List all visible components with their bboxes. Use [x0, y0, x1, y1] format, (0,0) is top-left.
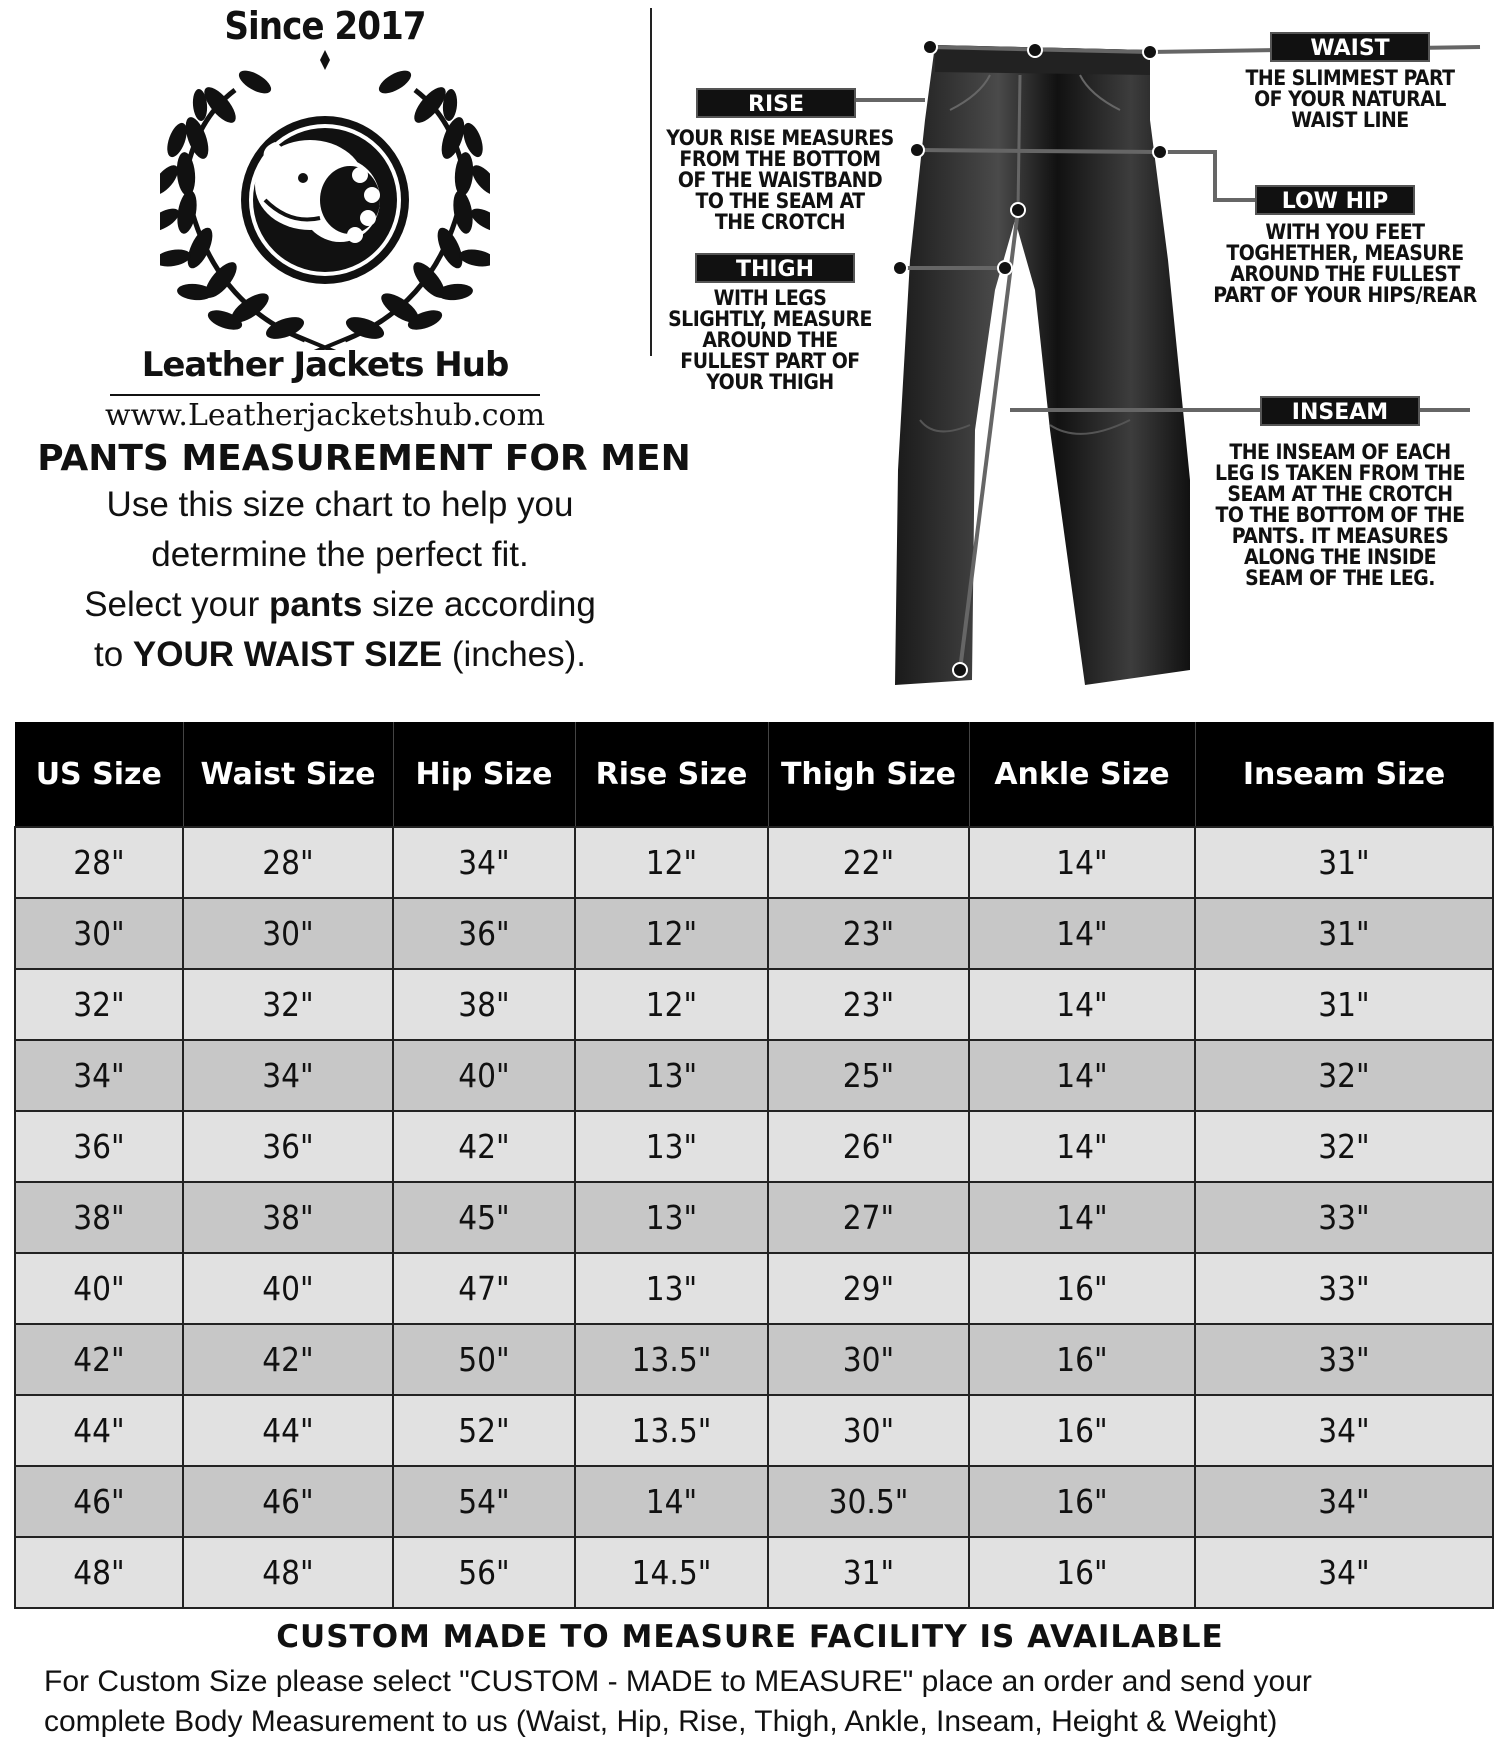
table-cell: 47"	[393, 1253, 575, 1324]
table-cell: 32"	[15, 969, 183, 1040]
intro-text	[20, 480, 660, 680]
table-cell: 26"	[768, 1111, 969, 1182]
table-cell: 36"	[15, 1111, 183, 1182]
table-row	[15, 969, 1493, 1040]
table-row	[15, 1466, 1493, 1537]
table-cell: 48"	[15, 1537, 183, 1608]
header-us-size: US Size	[15, 722, 183, 827]
table-cell: 44"	[183, 1395, 393, 1466]
table-cell: 13.5"	[575, 1324, 768, 1395]
table-cell: 31"	[1195, 898, 1493, 969]
size-chart-table	[14, 722, 1494, 1609]
brand-name: Leather Jackets Hub	[141, 345, 509, 385]
table-cell: 14"	[969, 1040, 1195, 1111]
measurement-diagram	[650, 0, 1500, 700]
table-cell: 30"	[15, 898, 183, 969]
low-hip-label: LOW HIP	[1255, 185, 1415, 215]
table-cell: 13"	[575, 1040, 768, 1111]
table-cell: 30.5"	[768, 1466, 969, 1537]
table-cell: 40"	[393, 1040, 575, 1111]
table-cell: 16"	[969, 1324, 1195, 1395]
waist-label: WAIST	[1270, 32, 1430, 62]
table-cell: 13"	[575, 1182, 768, 1253]
table-cell: 12"	[575, 898, 768, 969]
page-title: PANTS MEASUREMENT FOR MEN	[37, 438, 691, 479]
table-cell: 32"	[183, 969, 393, 1040]
table-cell: 12"	[575, 969, 768, 1040]
table-cell: 14"	[969, 1182, 1195, 1253]
website-url: www.Leatherjacketshub.com	[104, 398, 546, 433]
header-ankle-size: Ankle Size	[969, 722, 1195, 827]
table-cell: 54"	[393, 1466, 575, 1537]
table-cell: 45"	[393, 1182, 575, 1253]
table-cell: 14"	[969, 969, 1195, 1040]
table-cell: 13.5"	[575, 1395, 768, 1466]
table-cell: 34"	[393, 827, 575, 898]
header-thigh-size: Thigh Size	[768, 722, 969, 827]
table-cell: 38"	[183, 1182, 393, 1253]
table-cell: 16"	[969, 1537, 1195, 1608]
custom-line-1: For Custom Size please select "CUSTOM - MADE to MEASURE" place an order and send your	[44, 1665, 1312, 1698]
table-cell: 22"	[768, 827, 969, 898]
header-rise-size: Rise Size	[575, 722, 768, 827]
thigh-description: WITH LEGS SLIGHTLY, MEASURE AROUND THE FULLEST PART OF YOUR THIGH	[668, 286, 872, 394]
table-cell: 30"	[768, 1395, 969, 1466]
table-cell: 44"	[15, 1395, 183, 1466]
table-cell: 30"	[768, 1324, 969, 1395]
header-waist-size: Waist Size	[183, 722, 393, 827]
table-cell: 40"	[183, 1253, 393, 1324]
table-row	[15, 1324, 1493, 1395]
table-cell: 16"	[969, 1253, 1195, 1324]
inseam-description: THE INSEAM OF EACH LEG IS TAKEN FROM THE SEAM AT THE CROTCH TO THE BOTTOM OF THE PANTS. IT MEASURES ALONG THE INSIDE SEAM OF THE LEG.	[1214, 440, 1466, 590]
table-cell: 27"	[768, 1182, 969, 1253]
table-cell: 13"	[575, 1111, 768, 1182]
table-cell: 32"	[1195, 1040, 1493, 1111]
table-cell: 48"	[183, 1537, 393, 1608]
table-cell: 36"	[393, 898, 575, 969]
table-row	[15, 1253, 1493, 1324]
table-cell: 14"	[575, 1466, 768, 1537]
custom-made-text	[44, 1662, 1484, 1742]
waist-description: THE SLIMMEST PART OF YOUR NATURAL WAIST LINE	[1245, 66, 1455, 132]
table-cell: 56"	[393, 1537, 575, 1608]
table-row	[15, 827, 1493, 898]
table-row	[15, 1395, 1493, 1466]
table-cell: 33"	[1195, 1324, 1493, 1395]
table-cell: 32"	[1195, 1111, 1493, 1182]
table-cell: 25"	[768, 1040, 969, 1111]
table-cell: 28"	[183, 827, 393, 898]
table-row	[15, 1537, 1493, 1608]
table-row	[15, 898, 1493, 969]
rise-description: YOUR RISE MEASURES FROM THE BOTTOM OF THE WAISTBAND TO THE SEAM AT THE CROTCH	[666, 126, 894, 234]
table-cell: 16"	[969, 1466, 1195, 1537]
table-body	[15, 827, 1493, 1608]
table-cell: 34"	[1195, 1466, 1493, 1537]
intro-line-2: determine the perfect fit.	[151, 535, 529, 574]
inseam-label: INSEAM	[1260, 396, 1420, 426]
table-row	[15, 1111, 1493, 1182]
table-cell: 16"	[969, 1395, 1195, 1466]
table-cell: 42"	[183, 1324, 393, 1395]
table-cell: 34"	[183, 1040, 393, 1111]
table-cell: 14"	[969, 827, 1195, 898]
header-inseam-size: Inseam Size	[1195, 722, 1493, 827]
custom-line-2: complete Body Measurement to us (Waist, Hip, Rise, Thigh, Ankle, Inseam, Height & Weight)	[44, 1705, 1278, 1738]
table-row	[15, 1040, 1493, 1111]
since-label: Since 2017	[224, 4, 426, 48]
table-cell: 46"	[15, 1466, 183, 1537]
sheep-emblem-icon	[241, 116, 409, 284]
table-cell: 38"	[393, 969, 575, 1040]
table-cell: 42"	[393, 1111, 575, 1182]
table-cell: 12"	[575, 827, 768, 898]
table-cell: 33"	[1195, 1253, 1493, 1324]
table-cell: 14"	[969, 1111, 1195, 1182]
intro-line-1: Use this size chart to help you	[106, 485, 574, 524]
table-cell: 28"	[15, 827, 183, 898]
brand-logo	[160, 50, 490, 350]
table-cell: 30"	[183, 898, 393, 969]
custom-made-title: CUSTOM MADE TO MEASURE FACILITY IS AVAILABLE	[276, 1619, 1224, 1655]
table-cell: 13"	[575, 1253, 768, 1324]
table-header-row	[15, 722, 1493, 827]
rise-label: RISE	[696, 88, 856, 118]
intro-line-3: Select your pants size according	[84, 585, 596, 624]
table-row	[15, 1182, 1493, 1253]
table-cell: 31"	[768, 1537, 969, 1608]
table-cell: 36"	[183, 1111, 393, 1182]
table-cell: 52"	[393, 1395, 575, 1466]
table-cell: 34"	[15, 1040, 183, 1111]
table-cell: 14"	[969, 898, 1195, 969]
table-cell: 23"	[768, 969, 969, 1040]
header-hip-size: Hip Size	[393, 722, 575, 827]
table-cell: 50"	[393, 1324, 575, 1395]
table-cell: 14.5"	[575, 1537, 768, 1608]
table-cell: 34"	[1195, 1395, 1493, 1466]
intro-line-4: to YOUR WAIST SIZE (inches).	[93, 635, 587, 674]
brand-divider	[110, 394, 540, 396]
table-cell: 38"	[15, 1182, 183, 1253]
low-hip-description: WITH YOU FEET TOGHETHER, MEASURE AROUND THE FULLEST PART OF YOUR HIPS/REAR	[1213, 220, 1477, 307]
table-cell: 40"	[15, 1253, 183, 1324]
table-cell: 31"	[1195, 969, 1493, 1040]
table-cell: 42"	[15, 1324, 183, 1395]
table-cell: 34"	[1195, 1537, 1493, 1608]
table-cell: 46"	[183, 1466, 393, 1537]
thigh-label: THIGH	[695, 253, 855, 283]
table-cell: 31"	[1195, 827, 1493, 898]
table-cell: 23"	[768, 898, 969, 969]
table-cell: 29"	[768, 1253, 969, 1324]
table-cell: 33"	[1195, 1182, 1493, 1253]
